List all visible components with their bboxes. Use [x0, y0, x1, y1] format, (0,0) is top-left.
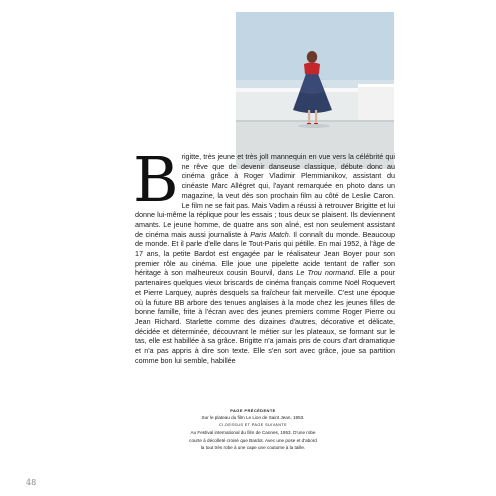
- magazine-title: Paris Match: [250, 229, 289, 239]
- caption-heading-current: CI-DESSUS ET PAGE SUIVANTE: [219, 422, 287, 427]
- body-text-part-1: rigitte, très jeune et très jolI mannequin en vue vers la célébrité qui ne rêve que de devenir danseuse classique, débute donc au cinéma grâce à Roger Vladimir Plemmianikov, assistant du cinéaste Marc Allégret qui, l'ayant remarquée en photo dans un magazine, la veut dès son prochain film au côté de Leslie Caron. Le film ne se fait pas. Mais Vadim a réussi à retrouver Brigitte et lui donne lui-même la réplique pour les essais ; tous deux se plaisent. Ils deviennent amants. Le jeune homme, de quatre ans son aîné, est non seulement assistant de cinéma mais aussi journaliste à: [135, 152, 395, 239]
- caption-line: la tout très robe à une cape une coutume à la taille.: [200, 445, 306, 451]
- photo-woman-top: [304, 63, 320, 76]
- body-text-part-2: . Il connaît du monde. Beaucoup de monde. Et il parle d'elle dans le Tout-Paris qui pétille. En mai 1952, à l'âge de 17 ans, la petite Bardot est engagée par le réalisateur Jean Boyer pour son premier rôle au cinéma. Elle joue une pipelette acide tentant de rafler son héritage à son malheureux cousin Bourvil, dans: [135, 229, 396, 278]
- caption-line: Au Festival international du film de Cannes, 1953. D'une robe: [190, 430, 316, 436]
- caption-line: courte à décolleté croisé que Bardot. Avec une pose et d'abord: [189, 437, 317, 443]
- caption-line: Sur le plateau du film Le Lion de Saint Jean, 1953.: [201, 415, 305, 421]
- photo-woman-head: [307, 51, 317, 63]
- film-title: Le Trou normand: [296, 268, 354, 278]
- photo-caption: [188, 407, 318, 451]
- photo-woman-on-terrace: [236, 12, 394, 169]
- page-number: 48: [26, 478, 37, 487]
- drop-cap: B: [133, 143, 179, 216]
- caption-heading-previous: PAGE PRÉCÉDENTE: [230, 408, 276, 413]
- photo-illustration: [236, 12, 394, 169]
- body-text-part-3: . Elle a pour partenaires quelques vieux briscards de cinéma français comme Noël Roquevert et Pierre Larquey, auprès desquels sa fraîcheur fait merveille. C'est une époque où la future BB arbore des tenues anglaises à la mode chez les jeunes filles de bonne famille, frite à l'écran avec des jeunes premiers comme Roger Pierre ou Jean Richard. Starlette comme des dizaines d'autres, décorative et délicate, décidée et déterminée, découvrant le métier sur les plateaux, se formant sur le tas, elle est habillée à sa grâce. Brigitte n'a jamais pris de cours d'art dramatique et n'a pas appris à dire son texte. Elle s'en sort avec grâce, joue sa partition comme bon lui semble, habillée: [135, 268, 396, 365]
- article-body: [133, 143, 396, 365]
